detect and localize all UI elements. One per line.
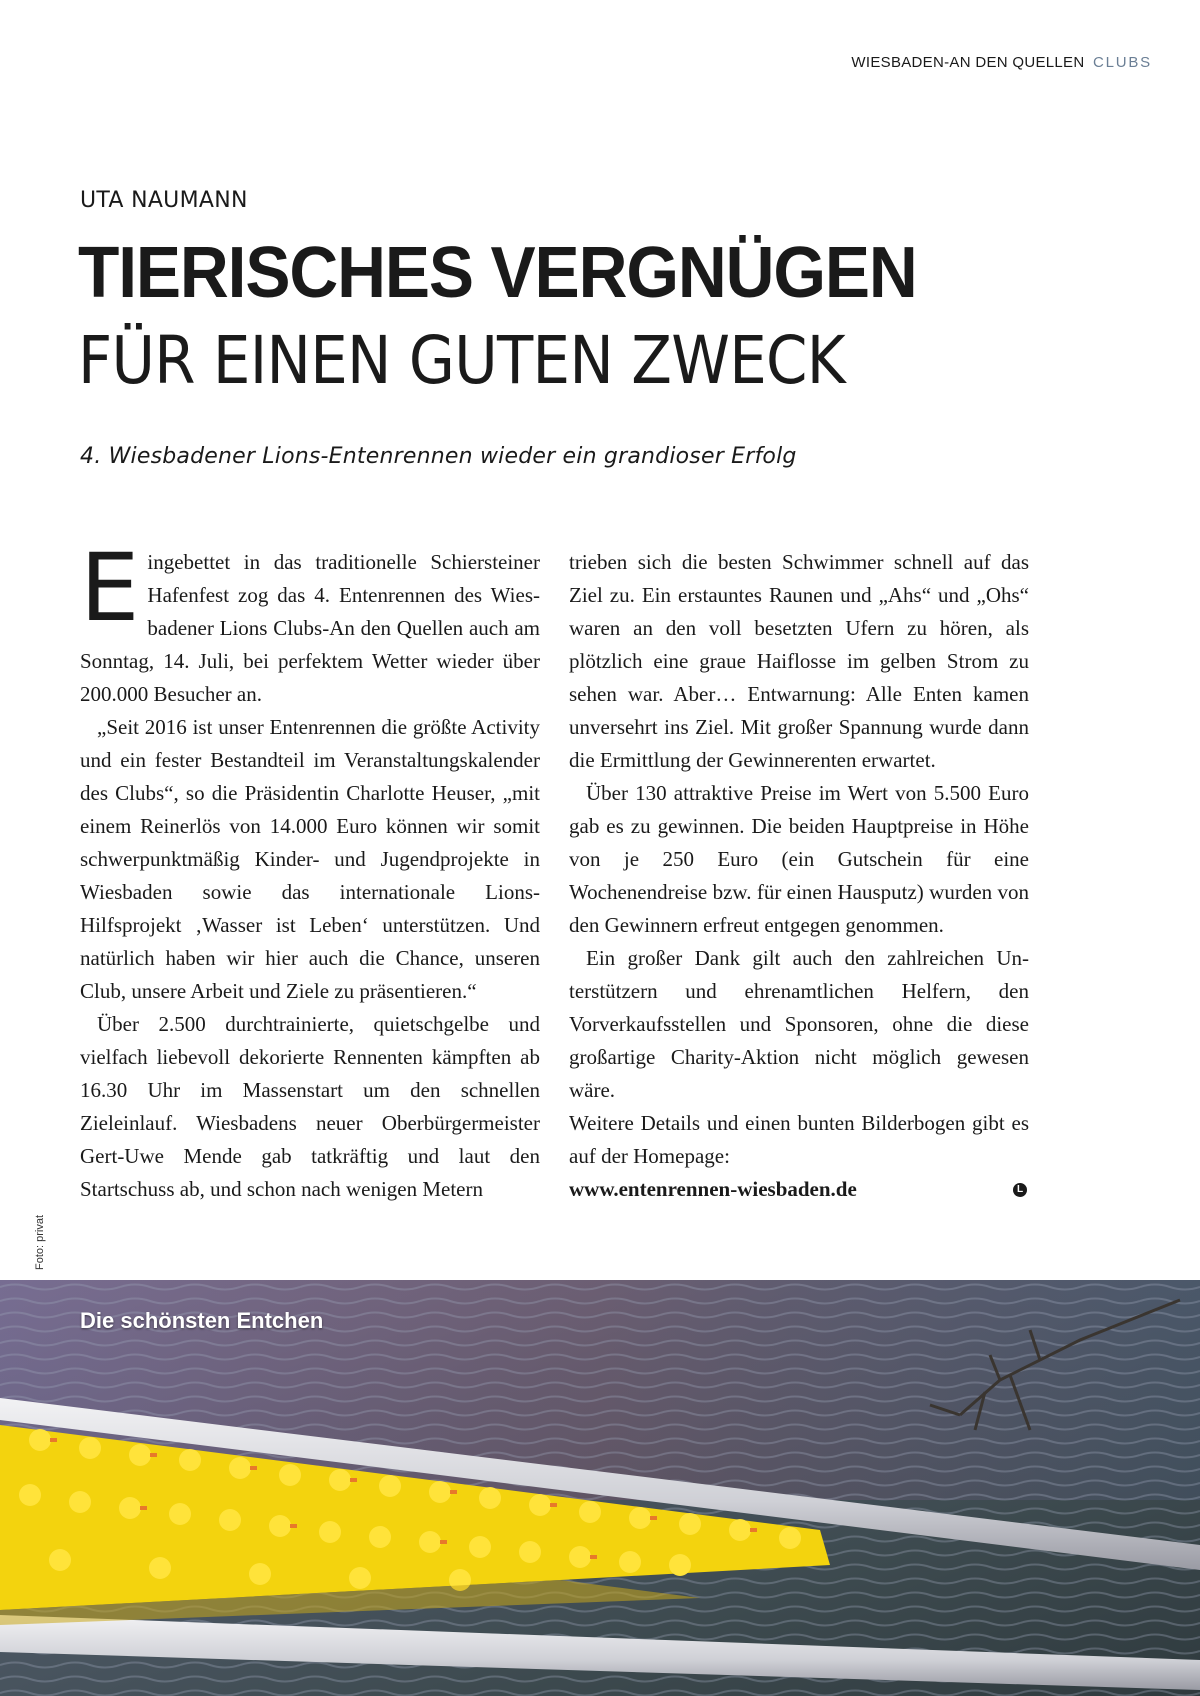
paragraph: Über 130 attraktive Preise im Wert von 5.500 Euro gab es zu gewinnen. Die beiden Hauptpreise in Höhe von je 250 Euro (ein Gutschein für eine Wochenendreise bzw. für einen Hausputz) wurden von den Gewinnern erfreut entgegen genommen. — [569, 781, 1029, 937]
paragraph: Über 2.500 durchtrainierte, quietschgelbe und vielfach liebevoll dekorierte Rennenten kämpften ab 16.30 Uhr im Massenstart um den schnellen Zieleinlauf. Wiesbadens neuer Oberbürgermeister Gert-Uwe Mende gab tatkräftig und laut den Startschuss ab, und schon nach wenigen Metern — [80, 1012, 540, 1201]
subtitle: 4. Wiesbadener Lions-Entenrennen wieder ein grandioser Erfolg — [80, 444, 797, 469]
article-column-right — [569, 546, 1029, 1206]
header-org: WIESBADEN-AN DEN QUELLEN — [851, 54, 1085, 71]
paragraph-text: ingebettet in das traditionelle Schiersteiner Hafenfest zog das 4. Entenrennen des Wiesbadener Lions Clubs-An den Quellen auch am Sonntag, 14. Juli, bei perfektem Wetter wieder über 200.000 Besucher an. — [80, 550, 540, 706]
photo-caption: Die schönsten Entchen — [80, 1308, 324, 1333]
photo-credit: Foto: privat — [34, 1214, 46, 1270]
article-column-left — [80, 534, 540, 1206]
paragraph: trieben sich die besten Schwimmer schnell auf das Ziel zu. Ein erstauntes Raunen und „Ahs“ und „Ohs“ waren an den voll besetzten Ufern zu hören, als plötzlich eine graue Haiflosse im gelben Strom zu sehen war. Aber… Entwarnung: Alle Enten kamen unversehrt ins Ziel. Mit großer Spannung wurde dann die Ermittlung der Gewinnerenten erwartet. — [569, 550, 1029, 772]
paragraph: „Seit 2016 ist unser Entenrennen die größte Activity und ein fester Bestandteil im Veranstaltungskalender des Clubs“, so die Präsidentin Charlotte Heuser, „mit einem Reinerlös von 14.000 Euro können wir somit schwerpunktmäßig Kinder- und Jugendprojekte in Wiesbaden sowie das internationale Lions-Hilfsprojekt ‚Wasser ist Leben‘ unterstützen. Und natürlich haben wir hier auch die Chance, unseren Club, unsere Arbeit und Ziele zu präsentieren.“ — [80, 715, 540, 1003]
duck-race-photo — [0, 1280, 1200, 1696]
headline-line-2: FÜR EINEN GUTEN ZWECK — [78, 322, 846, 399]
paragraph: Weitere Details und einen bunten Bilderbogen gibt es auf der Homepage: — [569, 1111, 1029, 1168]
paragraph — [80, 534, 540, 711]
paragraph: Ein großer Dank gilt auch den zahlreichen Unterstützern und ehrenamtlichen Helfern, den Vorverkaufsstellen und Sponsoren, ohne die diese großartige Charity-Aktion nicht möglich gewesen wäre. — [569, 946, 1029, 1102]
drop-cap: E — [80, 534, 140, 643]
running-header — [851, 54, 1152, 71]
lions-end-mark-icon: L — [1013, 1183, 1027, 1197]
homepage-link[interactable]: www.entenrennen-wiesbaden.de — [569, 1177, 857, 1201]
header-section: CLUBS — [1092, 54, 1152, 71]
url-line — [569, 1173, 1029, 1206]
headline-line-1: TIERISCHES VERGNÜGEN — [78, 233, 917, 313]
author-name: UTA NAUMANN — [80, 188, 248, 213]
